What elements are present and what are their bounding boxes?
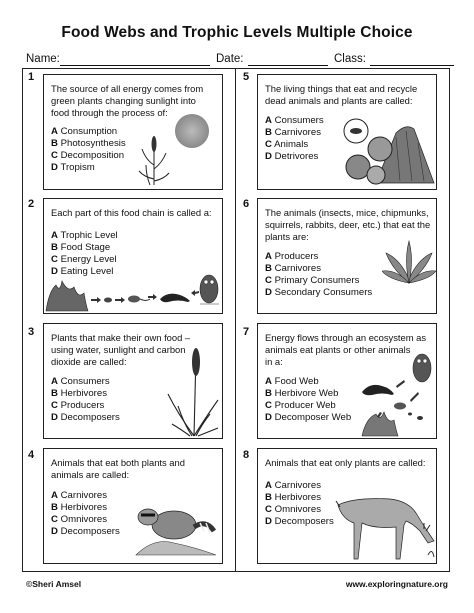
raccoon-illustration — [134, 497, 218, 559]
question-7-options — [265, 376, 351, 424]
date-field[interactable] — [248, 65, 328, 66]
question-7-text: Energy flows through an ecosystem as animals eat plants or other animals in a: — [265, 332, 427, 367]
question-7-box — [257, 323, 437, 439]
option-a[interactable]: A Consumption — [51, 126, 118, 137]
deer-illustration — [334, 479, 438, 563]
option-d[interactable]: D Decomposers — [265, 516, 334, 527]
question-4-box — [43, 448, 223, 564]
option-a[interactable]: A Consumers — [51, 376, 110, 387]
option-c[interactable]: C Energy Level — [51, 254, 117, 265]
option-a[interactable]: A Carnivores — [51, 490, 107, 501]
question-number-5: 5 — [243, 71, 250, 83]
arrow-icon — [191, 290, 199, 296]
option-b[interactable]: B Carnivores — [265, 263, 321, 274]
question-3-text: Plants that make their own food – using water, sunlight and carbon dioxide are called: — [51, 332, 191, 367]
question-number-7: 7 — [243, 326, 250, 338]
option-d[interactable]: D Decomposer Web — [265, 412, 352, 423]
option-c[interactable]: C Omnivores — [265, 504, 321, 515]
option-b[interactable]: B Herbivore Web — [265, 388, 339, 399]
question-5-text: The living things that eat and recycle dead animals and plants are called: — [265, 83, 418, 106]
food-chain-illustration — [44, 271, 224, 313]
option-d[interactable]: D Secondary Consumers — [265, 287, 373, 298]
arrow-icon — [91, 297, 101, 303]
option-b[interactable]: B Carnivores — [265, 127, 321, 138]
question-4-options — [51, 490, 120, 538]
date-label: Date: — [216, 53, 244, 65]
question-1-options — [51, 126, 126, 174]
mouse-icon — [128, 296, 150, 303]
food-web-illustration — [360, 352, 436, 438]
option-a[interactable]: A Consumers — [265, 115, 324, 126]
decomposers-illustration — [336, 113, 436, 189]
question-1-box — [43, 74, 223, 190]
question-2-box — [43, 198, 223, 314]
leafy-plant-icon — [382, 239, 436, 285]
question-number-2: 2 — [28, 198, 35, 210]
name-field[interactable] — [60, 65, 210, 66]
option-c[interactable]: C Decomposition — [51, 150, 125, 161]
option-d[interactable]: D Tropism — [51, 162, 95, 173]
question-5-options — [265, 115, 324, 163]
question-8-text: Animals that eat only plants are called: — [265, 457, 426, 468]
weasel-icon — [160, 294, 190, 303]
option-b[interactable]: B Herbivores — [51, 502, 107, 513]
question-5-box — [257, 74, 437, 190]
option-d[interactable]: D Decomposers — [51, 412, 120, 423]
question-6-box — [257, 198, 437, 314]
weasel-icon — [362, 385, 394, 395]
page-title: Food Webs and Trophic Levels Multiple Choice — [61, 24, 413, 41]
question-1-text: The source of all energy comes from green plants changing sunlight into food through the process of: — [51, 83, 204, 118]
question-number-8: 8 — [243, 449, 250, 461]
option-c[interactable]: C Animals — [265, 139, 309, 150]
mouse-icon — [394, 403, 406, 410]
insect-icon — [408, 413, 423, 421]
question-number-6: 6 — [243, 198, 250, 210]
question-8-box — [257, 448, 437, 564]
question-3-box — [43, 323, 223, 439]
option-a[interactable]: A Trophic Level — [51, 230, 118, 241]
arrow-icon — [376, 380, 419, 419]
copyright-text: ©Sheri Amsel — [26, 579, 82, 589]
option-b[interactable]: B Herbivores — [51, 388, 107, 399]
question-number-4: 4 — [28, 449, 35, 461]
option-a[interactable]: A Food Web — [265, 376, 319, 387]
option-c[interactable]: C Producer Web — [265, 400, 336, 411]
website-link[interactable]: www.exploringnature.org — [345, 579, 448, 589]
arrow-icon — [115, 297, 125, 303]
grass-plant-icon — [164, 344, 222, 438]
option-d[interactable]: D Eating Level — [51, 266, 114, 277]
option-b[interactable]: B Herbivores — [265, 492, 321, 503]
grid-divider — [235, 68, 236, 572]
question-6-text: The animals (insects, mice, chipmunks, squirrels, rabbits, deer, etc.) that eat the plants are: — [265, 207, 431, 242]
option-b[interactable]: B Food Stage — [51, 242, 111, 253]
question-number-1: 1 — [28, 71, 35, 83]
plant-icon — [46, 281, 88, 311]
option-d[interactable]: D Detrivores — [265, 151, 319, 162]
option-a[interactable]: A Producers — [265, 251, 319, 262]
question-number-3: 3 — [28, 326, 35, 338]
student-info-row — [26, 53, 454, 69]
insect-icon — [104, 298, 112, 303]
owl-icon — [200, 275, 219, 304]
class-field[interactable] — [370, 65, 454, 66]
question-8-options — [265, 480, 334, 528]
option-c[interactable]: C Omnivores — [51, 514, 107, 525]
owl-icon — [413, 354, 431, 382]
question-2-text: Each part of this food chain is called a: — [51, 207, 212, 218]
option-c[interactable]: C Primary Consumers — [265, 275, 360, 286]
question-4-text: Animals that eat both plants and animals are called: — [51, 457, 185, 480]
option-a[interactable]: A Carnivores — [265, 480, 321, 491]
question-3-options — [51, 376, 120, 424]
option-d[interactable]: D Decomposers — [51, 526, 120, 537]
name-label: Name: — [26, 53, 60, 65]
option-c[interactable]: C Producers — [51, 400, 105, 411]
class-label: Class: — [334, 53, 366, 65]
option-b[interactable]: B Photosynthesis — [51, 138, 126, 149]
grass-plant-icon — [136, 135, 172, 187]
question-6-options — [265, 251, 372, 299]
sun-icon — [172, 111, 212, 151]
